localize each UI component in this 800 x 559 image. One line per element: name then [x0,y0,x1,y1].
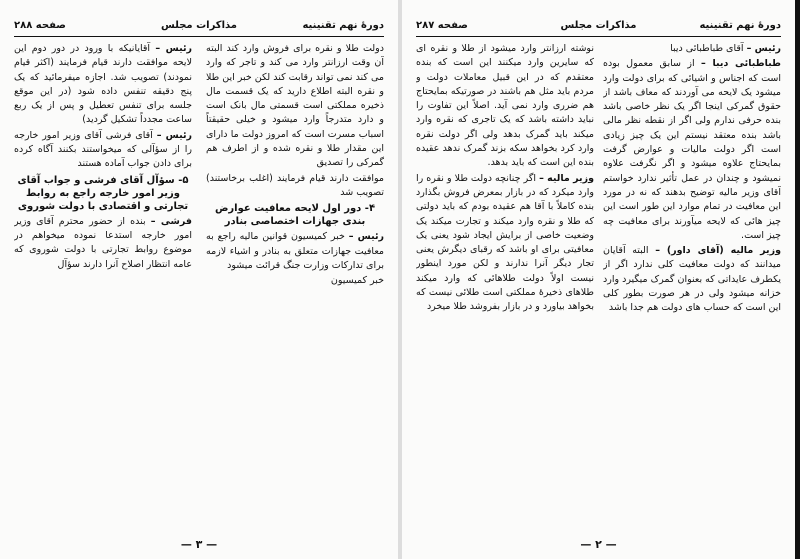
paragraph [206,230,384,273]
speaker-name: رئیس – [348,231,384,243]
page-header [14,20,384,36]
page-right [402,0,800,559]
paragraph-text: موافقت دارند قیام فرمایند (اغلب برخاستند) تصویب شد [206,172,384,198]
paragraph [14,215,192,272]
paragraph-text: بنده از حضور محترم آقای وزیر امور خارجه استدعا نموده میخواهم در موضوع روابط تجارتی با دولت شوروی که عامه انتظار اصلاح آنرا دارند سؤآل [14,215,192,270]
page-footer-number: — ۲ — [580,538,617,551]
header-rule [416,36,781,37]
paragraph [14,129,192,172]
paragraph [603,57,781,243]
paragraph-text: از سابق معمول بوده است که اجناس و اشیائی که برای دولت وارد میشود یک لایحه می آوردند که معاف باشد از حقوق گمرکی اینجا اگر یک نظر خاصی باشد بنده حرفی ندارم ولی اگر از نقطه نظر مالی باشد بنده معتقد نیستم این یک چیز زیادی است اگر دولت مالیات و عوارض گرفت بمایحتاج علاوه میشود و اگر نگرفت علاوه نمیشود و چندان در عمل تأثیر ندارد خواستم آقای وزیر مالیه توضیح بدهند که نه در مورد این معافیت در تمام موارد این طور است این چیز هائی که لایحه میآورند برای معافیت چه چیز است. [603,58,781,241]
speaker-name: رئیس – [155,43,192,54]
paragraph-text: نوشته ارزانتر وارد میشود از طلا و نقره ای که سایرین وارد میکنند این است که بنده معتقدم که در این قبیل معاملات دولت و مردم باید مثل هم باشند در صورتیکه بمایحتاج هم ضرری وارد نمی آید. اصلاً این تفاوت را نباید داشته باشد که یک تاجری که نقره وارد میکند باید گمرک بدهد ولی اگر دولت نقره وارد کرد بخواهد سکه بزند گمرک ندهد عقیده بنده این است که باید بدهد. [416,43,594,169]
paragraph-text: دولت طلا و نقره برای فروش وارد کند البته آن وقت ارزانتر وارد می کند و تاجر که وارد می کند نمی تواند رقابت کند لکن خبر این طلا و نقره البته اطلاع دارید که یک قسمت مال ذخیره مملکتی است قسمتی مال بانک است و دارد متدرجاً وارد میشود و خیلی حقیقتاً اسباب مسرت است که امروز دولت ما دارای این مقدار طلا و نقره شده و از اطرف هم گمرکی را تصدیق [206,43,384,169]
page-footer-number: — ۳ — [180,538,218,551]
paragraph [603,244,781,315]
paragraph [416,172,594,315]
paragraph [206,172,384,201]
header-title: مذاکرات مجلس [160,20,238,31]
paragraph [206,274,384,288]
paragraph-text: اگر چنانچه دولت طلا و نقره را وارد میکرد که در بازار بمعرض فروش بگذارد بنده کاملاً با آقا هم عقیده بودم که باید دولتی که طلا و نقره وارد میکند و تجارت میکند یک وضعیت خاصی از برایش ایجاد شود یعنی یک معافیتی برای او باشد که رقبای دیگرش یعنی تجار دیگر آنرا ندارند و لکن مورد اینطور نیست اولاً دولت طلاهائی که وارد میکند طلاهای ذخیرهٔ مملکتی است طلائی نیست که بخواهد بیاورد و در بازار بفروشد طلا میخرد [416,172,594,313]
speaker-name: فرشی – [150,215,192,227]
page-left [0,0,398,559]
session-label: دورهٔ نهم تقنینیه [302,20,384,31]
section-heading: ۵- سؤآل آقای فرشی و جواب آقای وزیر امور خارجه راجع به روابط تجارتی و اقتصادی با دولت شوروی [17,174,189,212]
speaker-name: رئیس – [156,129,192,141]
session-label: دورهٔ نهم تقنینیه [699,20,781,31]
paragraph-text: آقای طباطبائی دیبا [670,43,744,54]
text-column-left [14,42,192,532]
speaker-name: وزیر مالیه – [539,172,594,184]
paragraph [416,42,594,171]
paragraph-text: آقای فرشی آقای وزیر امور خارجه را از سؤآلی که میخواستند بکنند آگاه کرده برای دادن جواب آماده هستند [14,129,192,170]
paragraph [14,42,192,128]
page-number: صفحه ۲۸۷ [416,20,468,31]
paragraph-text: خبر کمیسیون [330,275,384,287]
text-column-right [206,42,384,532]
section-heading: ۴- دور اول لایحه معافیت عوارض بندی جهازات اختصاصی بنادر [214,203,376,228]
paragraph [206,42,384,171]
speaker-name: طباطبائی دیبا – [701,58,781,70]
paragraph-text: آقایانیکه با ورود در دور دوم این لایحه موافقت دارند قیام فرمایند (اکثر قیام نمودند) تصویب شد. اجازه میفرمائید که یک پنج دقیقه تنفس داده شود (در این موقع جلسه برای تنفس تعطیل و پس از یک ربع ساعت مجدداً تشکیل گردید) [14,43,192,126]
paragraph-text: خبر کمیسیون قوانین مالیه راجع به معافیت جهازات متعلق به بنادر و اشیاء لازمه برای تدارکات وزارت جنگ قرائت میشود [206,231,384,271]
paragraph [603,42,781,56]
header-rule [14,36,384,37]
page-header [416,20,781,36]
page-number: صفحه ۲۸۸ [14,20,66,31]
speaker-name: رئیس – [746,43,781,54]
text-column-left [416,42,594,532]
paragraph-text: البته آقایان میدانند که دولت معافیت کلی ندارد اگر از یکطرف عایداتی که بعنوان گمرک میگیرد وارد خزانه میشود ولی در هر صورت بطور کلی این است که حساب های دولت هم جدا باشد [603,245,781,314]
speaker-name: وزیر مالیه (آقای داور) – [655,245,781,257]
text-column-right [603,42,781,532]
header-title: مذاکرات مجلس [560,20,637,31]
